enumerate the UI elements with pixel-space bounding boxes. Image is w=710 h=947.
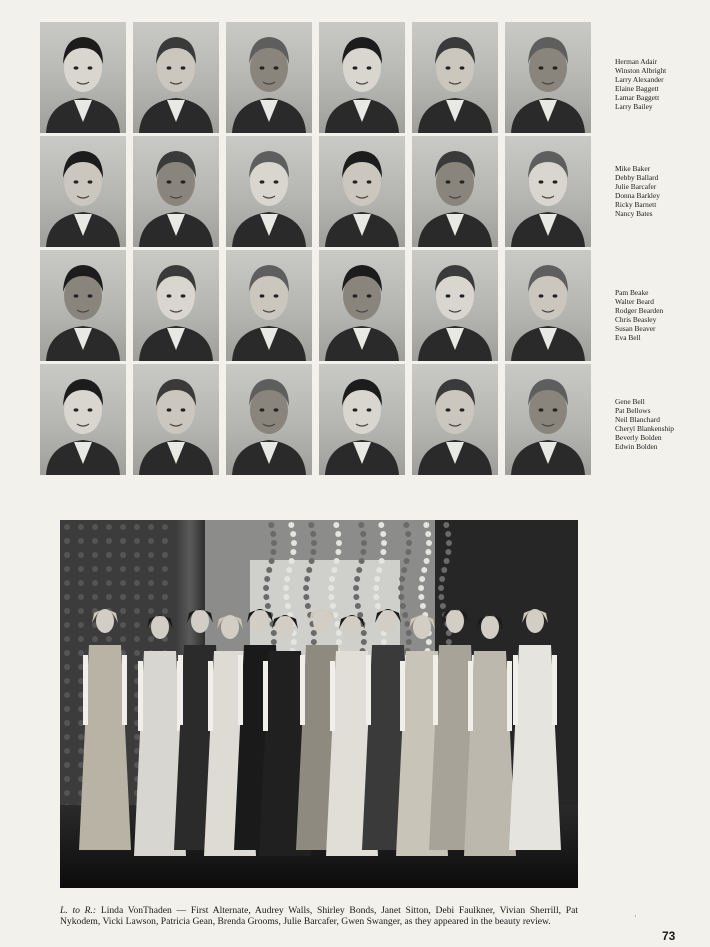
portrait-photo	[226, 364, 312, 475]
portrait-photo	[226, 136, 312, 247]
student-portrait	[226, 136, 312, 247]
student-name: Walter Beard	[615, 297, 655, 307]
student-name: Beverly Bolden	[615, 433, 662, 443]
student-name: Cheryl Blankenship	[615, 424, 674, 434]
portrait-photo	[226, 250, 312, 361]
portrait-photo	[505, 22, 591, 133]
student-name: Lamar Baggett	[615, 93, 660, 103]
student-name: Larry Bailey	[615, 102, 653, 112]
name-list-row-3	[615, 288, 663, 343]
student-portrait	[40, 250, 126, 361]
beauty-review-group-photo	[60, 520, 578, 888]
student-name: Chris Beasley	[615, 315, 657, 325]
student-portrait	[319, 364, 405, 475]
student-portrait	[319, 22, 405, 133]
student-name: Susan Beaver	[615, 324, 656, 334]
caption-text: Linda VonThaden — First Alternate, Audrey Walls, Shirley Bonds, Janet Sitton, Debi Faulkner, Vivian Sherrill, Pat Nykodem, Vicki Lawson, Patricia Gean, Brenda Grooms, Julie Barcafer, Gwen Swanger, as they appeared in the beauty review.	[60, 904, 579, 928]
student-portrait	[319, 136, 405, 247]
student-name: Debby Ballard	[615, 173, 659, 183]
name-list-row-4	[615, 397, 674, 452]
student-name: Herman Adair	[615, 57, 658, 66]
portrait-photo	[40, 136, 126, 247]
portrait-photo	[319, 22, 405, 133]
portrait-photo	[505, 364, 591, 475]
student-name: Donna Barkley	[615, 191, 660, 201]
student-name: Mike Baker	[615, 164, 651, 173]
portrait-photo	[133, 136, 219, 247]
student-portrait	[505, 250, 591, 361]
name-list-row-1	[615, 57, 666, 112]
student-portrait	[133, 22, 219, 133]
portrait-photo	[412, 364, 498, 475]
student-name: Eva Bell	[615, 333, 641, 343]
portrait-photo	[133, 364, 219, 475]
portrait-photo	[40, 22, 126, 133]
portrait-photo	[412, 250, 498, 361]
student-portrait	[133, 250, 219, 361]
portrait-photo	[133, 22, 219, 133]
student-name: Pam Beake	[615, 288, 649, 297]
student-portrait	[505, 364, 591, 475]
student-portrait	[505, 136, 591, 247]
portrait-photo	[319, 250, 405, 361]
student-name: Larry Alexander	[615, 75, 664, 85]
name-list-row-2	[615, 164, 660, 219]
portrait-photo	[319, 136, 405, 247]
portrait-grid	[40, 22, 591, 475]
photo-caption	[60, 905, 578, 928]
student-portrait	[133, 136, 219, 247]
student-portrait	[40, 364, 126, 475]
margin-mark: ·	[634, 912, 637, 921]
student-name: Gene Bell	[615, 397, 645, 406]
caption-lead: L. to R.:	[60, 904, 97, 916]
group-photo-image	[60, 520, 578, 888]
student-portrait	[505, 22, 591, 133]
student-name: Nancy Bates	[615, 209, 653, 219]
student-portrait	[412, 250, 498, 361]
student-portrait	[226, 22, 312, 133]
student-name: Pat Bellows	[615, 406, 651, 416]
student-portrait	[133, 364, 219, 475]
portrait-photo	[412, 136, 498, 247]
student-name: Ricky Barnett	[615, 200, 657, 210]
student-portrait	[226, 364, 312, 475]
portrait-photo	[40, 250, 126, 361]
page-number: 73	[662, 929, 676, 943]
student-portrait	[412, 22, 498, 133]
student-name: Neil Blanchard	[615, 415, 660, 425]
student-name: Edwin Bolden	[615, 442, 658, 452]
portrait-photo	[319, 364, 405, 475]
student-portrait	[412, 136, 498, 247]
portrait-photo	[505, 250, 591, 361]
student-portrait	[319, 250, 405, 361]
student-portrait	[40, 136, 126, 247]
student-name: Rodger Bearden	[615, 306, 664, 316]
student-portrait	[40, 22, 126, 133]
student-portrait	[226, 250, 312, 361]
portrait-photo	[133, 250, 219, 361]
portrait-photo	[505, 136, 591, 247]
student-name: Elaine Baggett	[615, 84, 659, 94]
student-name: Julie Barcafer	[615, 182, 657, 192]
student-name: Winston Albright	[615, 66, 667, 76]
portrait-photo	[226, 22, 312, 133]
portrait-photo	[412, 22, 498, 133]
student-portrait	[412, 364, 498, 475]
portrait-photo	[40, 364, 126, 475]
